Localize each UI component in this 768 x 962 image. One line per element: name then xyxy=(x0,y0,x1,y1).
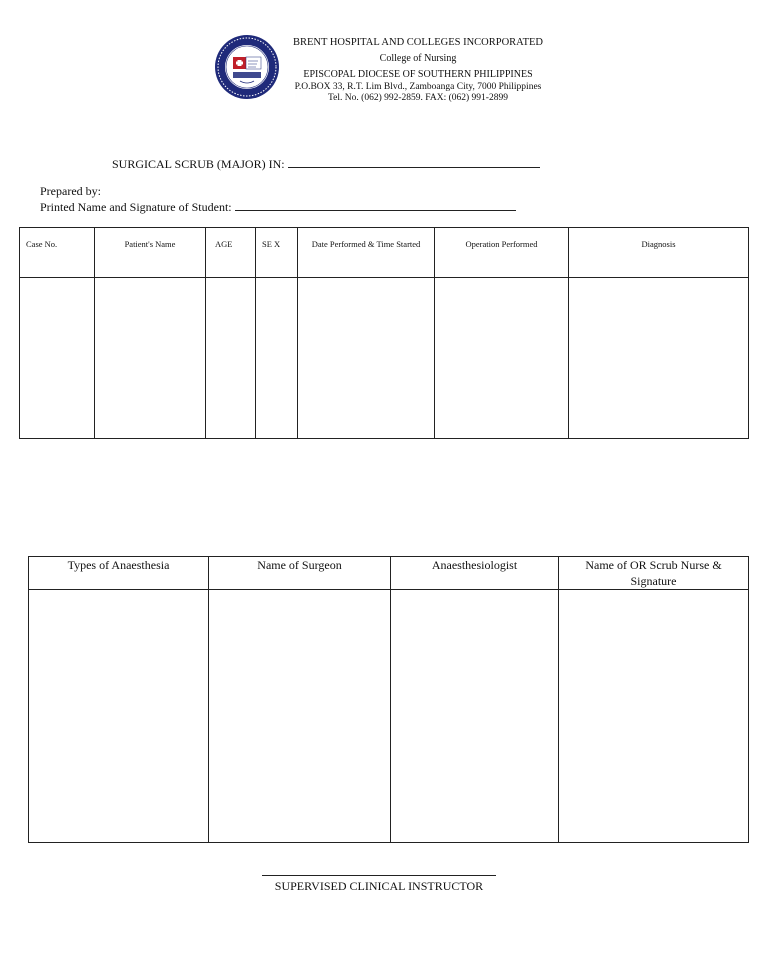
scrub-blank[interactable] xyxy=(288,156,540,168)
cell-diagnosis[interactable] xyxy=(569,278,749,439)
scrub-label: SURGICAL SCRUB (MAJOR) IN: xyxy=(112,157,285,171)
scrub-field xyxy=(112,156,540,172)
header-anaesthesiologist: Anaesthesiologist xyxy=(391,557,559,590)
header-operation-performed: Operation Performed xyxy=(435,228,569,278)
cell-age[interactable] xyxy=(206,278,256,439)
letterhead xyxy=(288,36,548,104)
cell-name-of-surgeon[interactable] xyxy=(209,590,391,843)
header-patient-name: Patient's Name xyxy=(95,228,206,278)
anaesthesia-table-header-row xyxy=(29,557,749,590)
prepared-by-block xyxy=(40,183,516,215)
student-label: Printed Name and Signature of Student: xyxy=(40,200,232,214)
case-table-header-row xyxy=(20,228,749,278)
student-signature-blank[interactable] xyxy=(235,199,516,211)
supervisor-signature-line[interactable] xyxy=(262,875,496,894)
address-line: P.O.BOX 33, R.T. Lim Blvd., Zamboanga City, 7000 Philippines xyxy=(294,82,542,92)
cell-or-scrub-nurse[interactable] xyxy=(559,590,749,843)
cell-operation-performed[interactable] xyxy=(435,278,569,439)
cell-patient-name[interactable] xyxy=(95,278,206,439)
prepared-by-label: Prepared by: xyxy=(40,184,101,198)
institution-name: BRENT HOSPITAL AND COLLEGES INCORPORATED xyxy=(292,37,543,48)
header-age: AGE xyxy=(206,228,256,278)
contact-line: Tel. No. (062) 992-2859. FAX: (062) 991-2899 xyxy=(328,93,508,103)
college-seal-logo xyxy=(214,34,280,100)
header-name-of-surgeon: Name of Surgeon xyxy=(209,557,391,590)
header-date-performed: Date Performed & Time Started xyxy=(298,228,435,278)
header-case-no: Case No. xyxy=(20,228,95,278)
table-row xyxy=(20,278,749,439)
anaesthesia-table xyxy=(28,556,749,843)
college-name: College of Nursing xyxy=(379,53,457,64)
header-types-of-anaesthesia: Types of Anaesthesia xyxy=(29,557,209,590)
table-row xyxy=(29,590,749,843)
cell-case-no[interactable] xyxy=(20,278,95,439)
header-or-scrub-nurse: Name of OR Scrub Nurse & Signature xyxy=(559,557,749,590)
case-table xyxy=(19,227,749,439)
cell-types-of-anaesthesia[interactable] xyxy=(29,590,209,843)
header-diagnosis: Diagnosis xyxy=(569,228,749,278)
header-sex: SE X xyxy=(256,228,298,278)
cell-sex[interactable] xyxy=(256,278,298,439)
supervisor-signature-label: SUPERVISED CLINICAL INSTRUCTOR xyxy=(274,879,484,893)
cell-anaesthesiologist[interactable] xyxy=(391,590,559,843)
cell-date-performed[interactable] xyxy=(298,278,435,439)
diocese-name: EPISCOPAL DIOCESE OF SOUTHERN PHILIPPINES xyxy=(303,69,533,80)
